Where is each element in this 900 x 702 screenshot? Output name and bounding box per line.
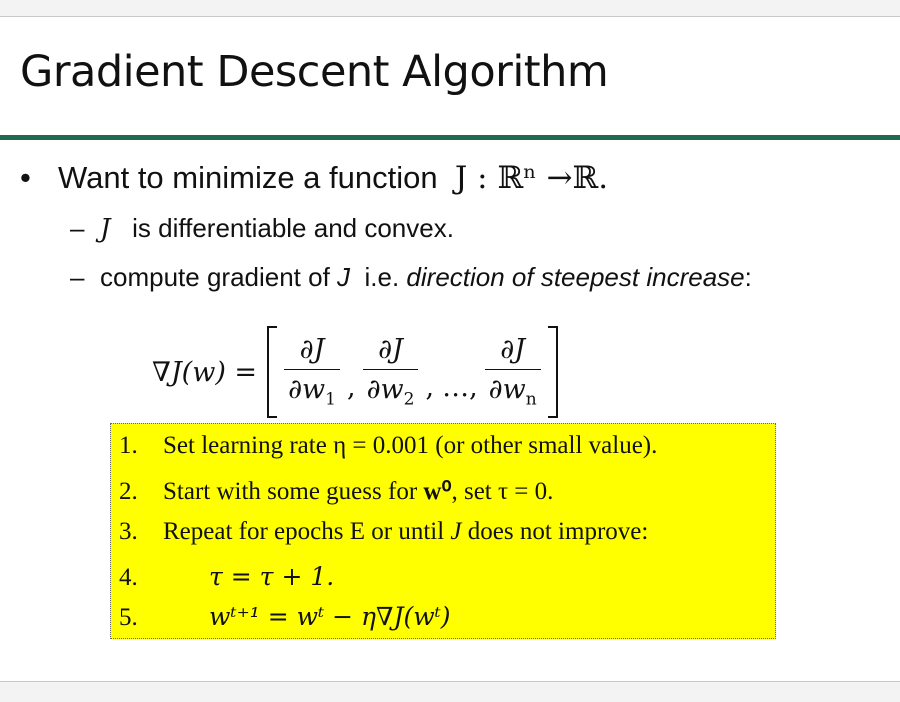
sub-bullet-text-before: compute gradient of: [100, 262, 330, 292]
fraction-denominator: $\partial w_1$: [284, 369, 340, 409]
left-bracket: [267, 326, 277, 418]
sub-bullet-text: is differentiable and convex.: [132, 213, 454, 243]
sub-bullet-text-mid: i.e.: [364, 262, 400, 292]
algorithm-step-2: [119, 476, 553, 506]
fraction-denominator: $\partial w_2$: [363, 369, 419, 409]
title-divider: [0, 135, 900, 140]
step-number: 2.: [119, 478, 138, 505]
step-bold: w⁰: [423, 478, 452, 505]
dash-icon: –: [70, 262, 85, 292]
partial-fraction-n: [485, 334, 541, 409]
sub-bullet-gradient: [70, 262, 752, 293]
formula-separator: ,: [425, 371, 435, 403]
algorithm-step-3: [119, 518, 648, 546]
partial-fraction-2: [363, 334, 419, 409]
sub-bullet-math: J: [337, 262, 351, 292]
step-text-before: Repeat for epochs E or until: [163, 518, 445, 545]
step-text: wᵗ⁺¹ = wᵗ − η∇J(wᵗ): [209, 602, 451, 631]
main-bullet: [20, 160, 608, 196]
formula-ellipsis: …,: [442, 371, 478, 403]
sub-bullet-differentiable: [70, 213, 454, 244]
fraction-numerator: ∂J: [299, 334, 325, 366]
step-number: 3.: [119, 518, 138, 545]
fraction-numerator: ∂J: [378, 334, 403, 366]
sub-bullet-math: J: [100, 214, 111, 244]
algorithm-step-5: [119, 602, 451, 632]
step-math: J: [450, 518, 462, 545]
partial-fraction-1: [284, 334, 340, 409]
algorithm-box: [110, 423, 776, 639]
gradient-formula: [152, 317, 558, 427]
bullet-text: Want to minimize a function: [58, 160, 438, 195]
sub-bullet-emphasis: direction of steepest increase: [406, 262, 745, 292]
step-text-after: does not improve:: [467, 518, 649, 545]
formula-lhs: ∇J(w) =: [152, 356, 258, 388]
step-text: τ = τ + 1.: [209, 562, 335, 591]
slide: [0, 16, 900, 682]
step-text-before: Start with some guess for: [163, 478, 418, 505]
slide-title: Gradient Descent Algorithm: [20, 47, 609, 97]
bullet-math: J : ℝⁿ →ℝ.: [454, 160, 609, 196]
right-bracket: [548, 326, 558, 418]
dash-icon: –: [70, 213, 85, 243]
step-text-after: , set τ = 0.: [451, 478, 554, 505]
algorithm-step-4: [119, 562, 334, 592]
step-number: 1.: [119, 432, 138, 459]
algorithm-step-1: [119, 432, 657, 460]
fraction-denominator: $\partial w_n$: [485, 369, 541, 409]
step-text: Set learning rate η = 0.001 (or other small value).: [163, 432, 658, 459]
formula-separator: ,: [346, 371, 356, 403]
step-number: 5.: [119, 604, 138, 631]
bullet-dot-icon: •: [20, 160, 31, 195]
sub-bullet-text-after: :: [744, 262, 752, 292]
fraction-numerator: ∂J: [500, 334, 526, 366]
step-number: 4.: [119, 564, 138, 591]
